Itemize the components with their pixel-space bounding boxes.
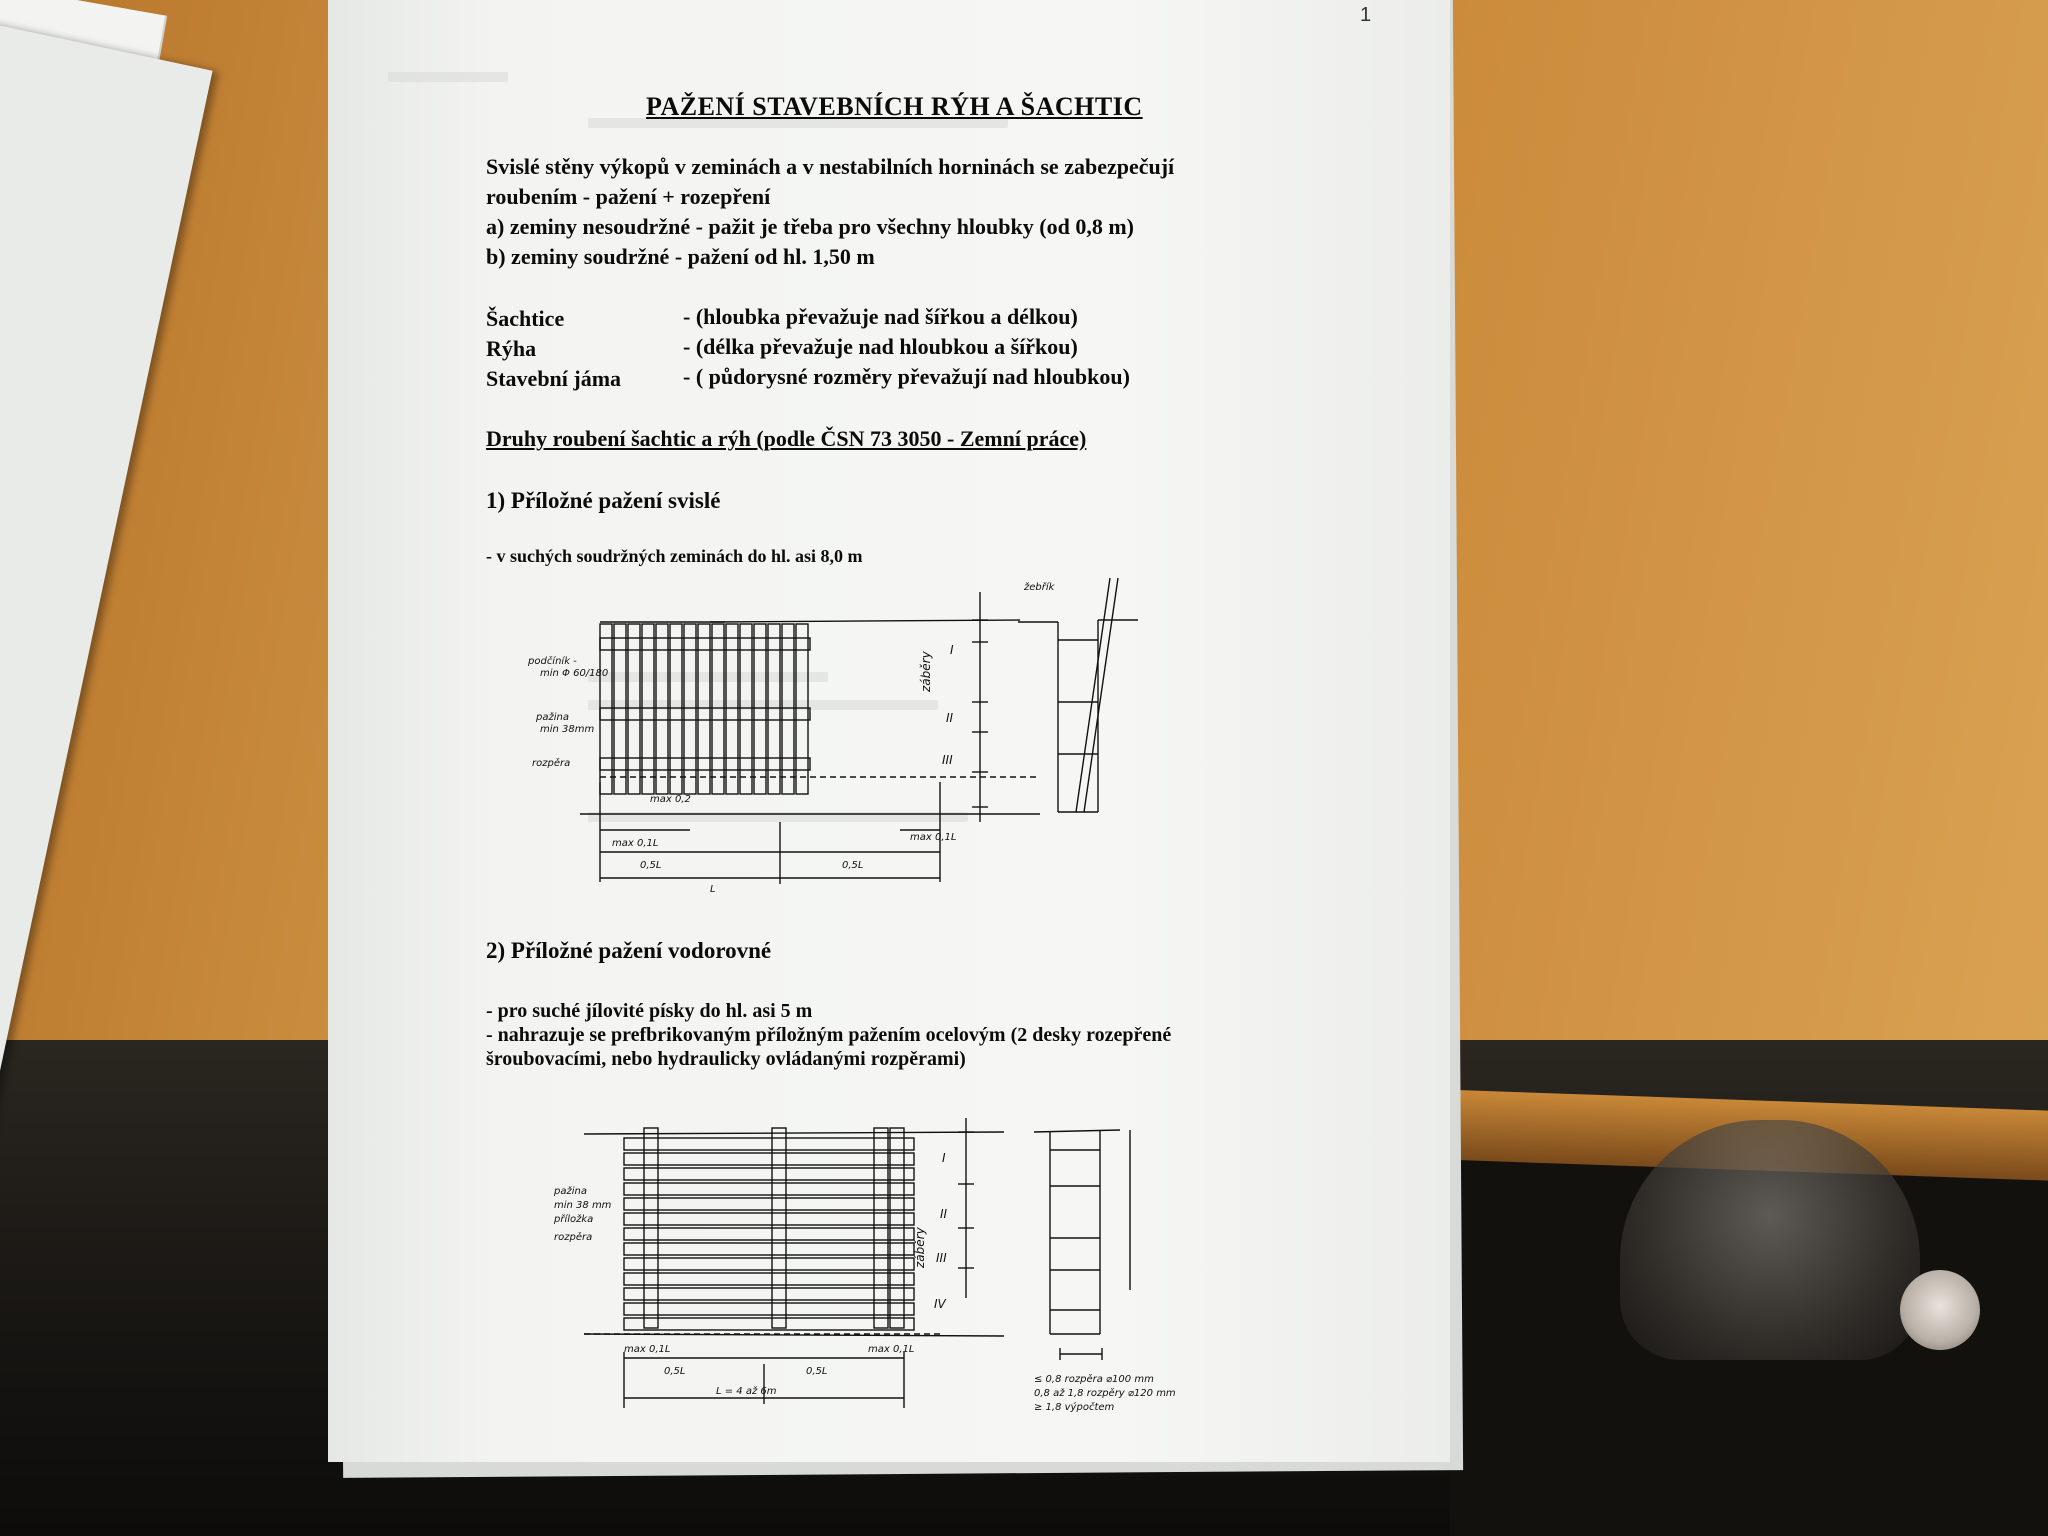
horizontal-board xyxy=(624,1198,914,1210)
definition-term: Rýha xyxy=(486,336,537,361)
figure-trench-section-2 xyxy=(1030,1110,1180,1413)
fig2-label-max01L-left: max 0,1L xyxy=(624,1344,671,1355)
section2-heading: 2) Příložné pažení vodorovné xyxy=(486,938,772,963)
fig2-label-III: III xyxy=(936,1251,947,1265)
definition-desc: - (délka převažuje nad hloubkou a šířkou) xyxy=(683,334,1078,359)
horizontal-board xyxy=(624,1213,914,1225)
horizontal-board xyxy=(624,1228,914,1240)
figure-vertical-sheeting xyxy=(528,572,1040,895)
fig1-label-max01L-left: max 0,1L xyxy=(612,838,659,849)
fig1-label-II: II xyxy=(946,711,954,725)
horizontal-board xyxy=(624,1303,914,1315)
fig1-label-I: I xyxy=(950,643,954,657)
fig2-legend-2: 0,8 až 1,8 rozpěry ⌀120 mm xyxy=(1034,1388,1176,1399)
fig1-label-III: III xyxy=(942,753,953,767)
fig2-label-pazina2: min 38 mm xyxy=(554,1200,612,1211)
background-knob xyxy=(1900,1270,1980,1350)
fig1-label-zabery: záběry xyxy=(919,651,933,692)
horizontal-board xyxy=(624,1318,914,1330)
fig1-label-podcinik2: min Φ 60/180 xyxy=(540,668,609,679)
fig2-label-I: I xyxy=(942,1151,946,1165)
document-page xyxy=(328,0,1450,1462)
fig1-label-zebrik: žebřík xyxy=(1024,582,1055,593)
fig2-label-half-left: 0,5L xyxy=(664,1366,686,1377)
horizontal-board xyxy=(624,1258,914,1270)
horizontal-board xyxy=(624,1273,914,1285)
fig1-label-podcinik: podčíník - xyxy=(528,656,577,667)
section2-bullet: - pro suché jílovité písky do hl. asi 5 m xyxy=(486,1000,813,1022)
fig1-label-pazina2: min 38mm xyxy=(540,724,595,735)
fig1-label-max02: max 0,2 xyxy=(650,794,691,805)
fig1-label-rozpera: rozpěra xyxy=(532,758,571,769)
intro-line: Svislé stěny výkopů v zeminách a v nestabilních horninách se zabezpečují xyxy=(486,154,1175,179)
fig1-label-L: L xyxy=(710,884,716,895)
page-title: PAŽENÍ STAVEBNÍCH RÝH A ŠACHTIC xyxy=(646,92,1143,121)
fig2-label-rozpera: rozpěra xyxy=(554,1232,593,1243)
intro-line: a) zeminy nesoudržné - pažit je třeba pro všechny hloubky (od 0,8 m) xyxy=(486,214,1134,239)
section2-bullet: šroubovacími, nebo hydraulicky ovládanými rozpěrami) xyxy=(486,1048,966,1070)
figure-trench-section xyxy=(1018,574,1138,824)
section2-bullet: - nahrazuje se prefbrikovaným příložným pažením ocelovým (2 desky rozepřené xyxy=(486,1024,1172,1046)
fig2-label-half-right: 0,5L xyxy=(806,1366,828,1377)
horizontal-board xyxy=(624,1288,914,1300)
page-number: 1 xyxy=(1360,4,1372,26)
fig2-label-pazina: pažina xyxy=(554,1186,587,1197)
types-heading: Druhy roubení šachtic a rýh (podle ČSN 73 3050 - Zemní práce) xyxy=(486,426,1087,451)
fig2-legend-1: ≤ 0,8 rozpěra ⌀100 mm xyxy=(1034,1374,1154,1385)
horizontal-board xyxy=(624,1153,914,1165)
fig2-legend-3: ≥ 1,8 výpočtem xyxy=(1034,1402,1115,1413)
definition-desc: - ( půdorysné rozměry převažují nad hloubkou) xyxy=(683,364,1130,389)
fig2-label-zabery: záběry xyxy=(913,1227,927,1268)
intro-line: roubením - pažení + rozepření xyxy=(486,184,771,209)
horizontal-board xyxy=(624,1243,914,1255)
definition-term: Šachtice xyxy=(486,306,565,331)
definition-desc: - (hloubka převažuje nad šířkou a délkou) xyxy=(683,304,1078,329)
fig2-label-IV: IV xyxy=(934,1297,946,1311)
fig2-label-max01L-right: max 0,1L xyxy=(868,1344,915,1355)
fig1-label-pazina: pažina xyxy=(536,712,569,723)
section1-note: - v suchých soudržných zeminách do hl. asi 8,0 m xyxy=(486,546,863,566)
fig2-label-L: L = 4 až 6m xyxy=(716,1386,777,1397)
fig1-label-max01L-right: max 0,1L xyxy=(910,832,957,843)
fig2-label-II: II xyxy=(940,1207,948,1221)
figure-horizontal-sheeting xyxy=(554,1098,1004,1418)
horizontal-board xyxy=(624,1138,914,1150)
section1-heading: 1) Příložné pažení svislé xyxy=(486,488,721,513)
intro-line: b) zeminy soudržné - pažení od hl. 1,50 m xyxy=(486,244,875,269)
fig1-label-half-left: 0,5L xyxy=(640,860,662,871)
fig1-label-half-right: 0,5L xyxy=(842,860,864,871)
definition-term: Stavební jáma xyxy=(486,366,622,391)
fig2-label-prizina: příložka xyxy=(554,1214,594,1225)
horizontal-board xyxy=(624,1168,914,1180)
horizontal-board xyxy=(624,1183,914,1195)
